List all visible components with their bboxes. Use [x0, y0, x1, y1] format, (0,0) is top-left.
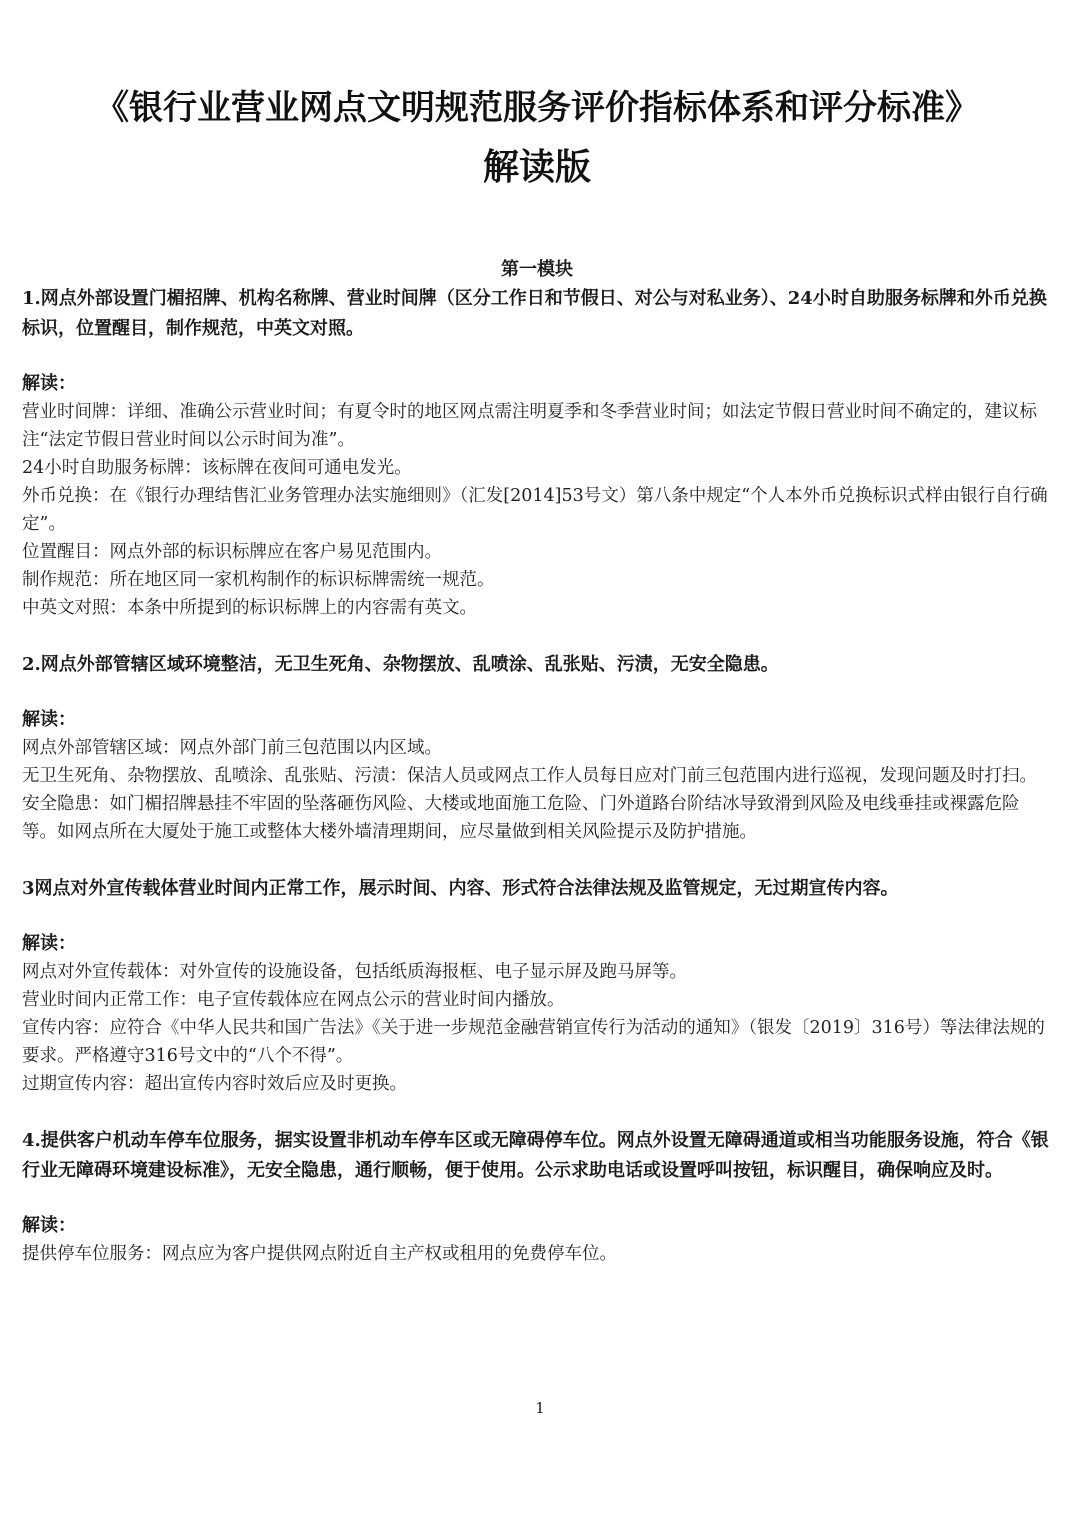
section-1-para: 外币兑换：在《银行办理结售汇业务管理办法实施细则》（汇发[2014]53号文）第八条中规定“个人本外币兑换标识式样由银行自行确定”。	[22, 486, 1048, 534]
section-3	[22, 874, 1052, 1098]
section-1-title: 1.网点外部设置门楣招牌、机构名称牌、营业时间牌（区分工作日和节假日、对公与对私业务）、24小时自助服务标牌和外币兑换标识，位置醒目，制作规范，中英文对照。	[22, 288, 1047, 339]
document-title: 《银行业营业网点文明规范服务评价指标体系和评分标准》	[95, 88, 979, 128]
section-2	[22, 650, 1052, 846]
section-3-para: 过期宣传内容：超出宣传内容时效后应及时更换。	[22, 1074, 407, 1094]
section-1-para: 制作规范：所在地区同一家机构制作的标识标牌需统一规范。	[22, 570, 495, 590]
page-number: 1	[535, 1399, 545, 1417]
section-2-title: 2.网点外部管辖区域环境整洁，无卫生死角、杂物摆放、乱喷涂、乱张贴、污渍，无安全隐患。	[22, 654, 779, 675]
section-3-para: 网点对外宣传载体：对外宣传的设施设备，包括纸质海报框、电子显示屏及跑马屏等。	[22, 962, 687, 982]
document-subtitle: 解读版	[482, 147, 591, 188]
section-4-title: 4.提供客户机动车停车位服务，据实设置非机动车停车区或无障碍停车位。网点外设置无障碍通道或相当功能服务设施，符合《银行业无障碍环境建设标准》，无安全隐患，通行顺畅，便于使用。公示求助电话或设置呼叫按钮，标识醒目，确保响应及时。	[22, 1130, 1049, 1181]
section-4-para: 提供停车位服务：网点应为客户提供网点附近自主产权或租用的免费停车位。	[22, 1244, 617, 1264]
module-heading: 第一模块	[501, 259, 573, 280]
section-2-interp-label: 解读：	[22, 709, 76, 730]
section-4	[22, 1126, 1052, 1268]
section-2-para: 网点外部管辖区域：网点外部门前三包范围以内区域。	[22, 738, 442, 758]
section-3-interp-label: 解读：	[22, 933, 76, 954]
section-3-para: 宣传内容：应符合《中华人民共和国广告法》《关于进一步规范金融营销宣传行为活动的通知》（银发〔2019〕316号）等法律法规的要求。严格遵守316号文中的“八个不得”。	[22, 1018, 1045, 1066]
section-1-para: 24小时自助服务标牌：该标牌在夜间可通电发光。	[22, 458, 412, 478]
section-3-para: 营业时间内正常工作：电子宣传载体应在网点公示的营业时间内播放。	[22, 990, 565, 1010]
section-1-para: 中英文对照：本条中所提到的标识标牌上的内容需有英文。	[22, 598, 477, 618]
section-1-para: 位置醒目：网点外部的标识标牌应在客户易见范围内。	[22, 542, 442, 562]
section-3-title: 3网点对外宣传载体营业时间内正常工作，展示时间、内容、形式符合法律法规及监管规定，无过期宣传内容。	[22, 878, 899, 899]
section-4-interp-label: 解读：	[22, 1215, 76, 1236]
section-1-interp-label: 解读：	[22, 373, 76, 394]
section-1	[22, 284, 1052, 622]
section-2-para: 无卫生死角、杂物摆放、乱喷涂、乱张贴、污渍：保洁人员或网点工作人员每日应对门前三包范围内进行巡视，发现问题及时打扫。	[22, 766, 1037, 786]
section-2-para: 安全隐患：如门楣招牌悬挂不牢固的坠落砸伤风险、大楼或地面施工危险、门外道路台阶结冰导致滑到风险及电线垂挂或裸露危险等。如网点所在大厦处于施工或整体大楼外墙清理期间，应尽量做到相关风险提示及防护措施。	[22, 794, 1020, 842]
section-1-para: 营业时间牌：详细、准确公示营业时间；有夏令时的地区网点需注明夏季和冬季营业时间；如法定节假日营业时间不确定的，建议标注“法定节假日营业时间以公示时间为准”。	[22, 402, 1037, 450]
